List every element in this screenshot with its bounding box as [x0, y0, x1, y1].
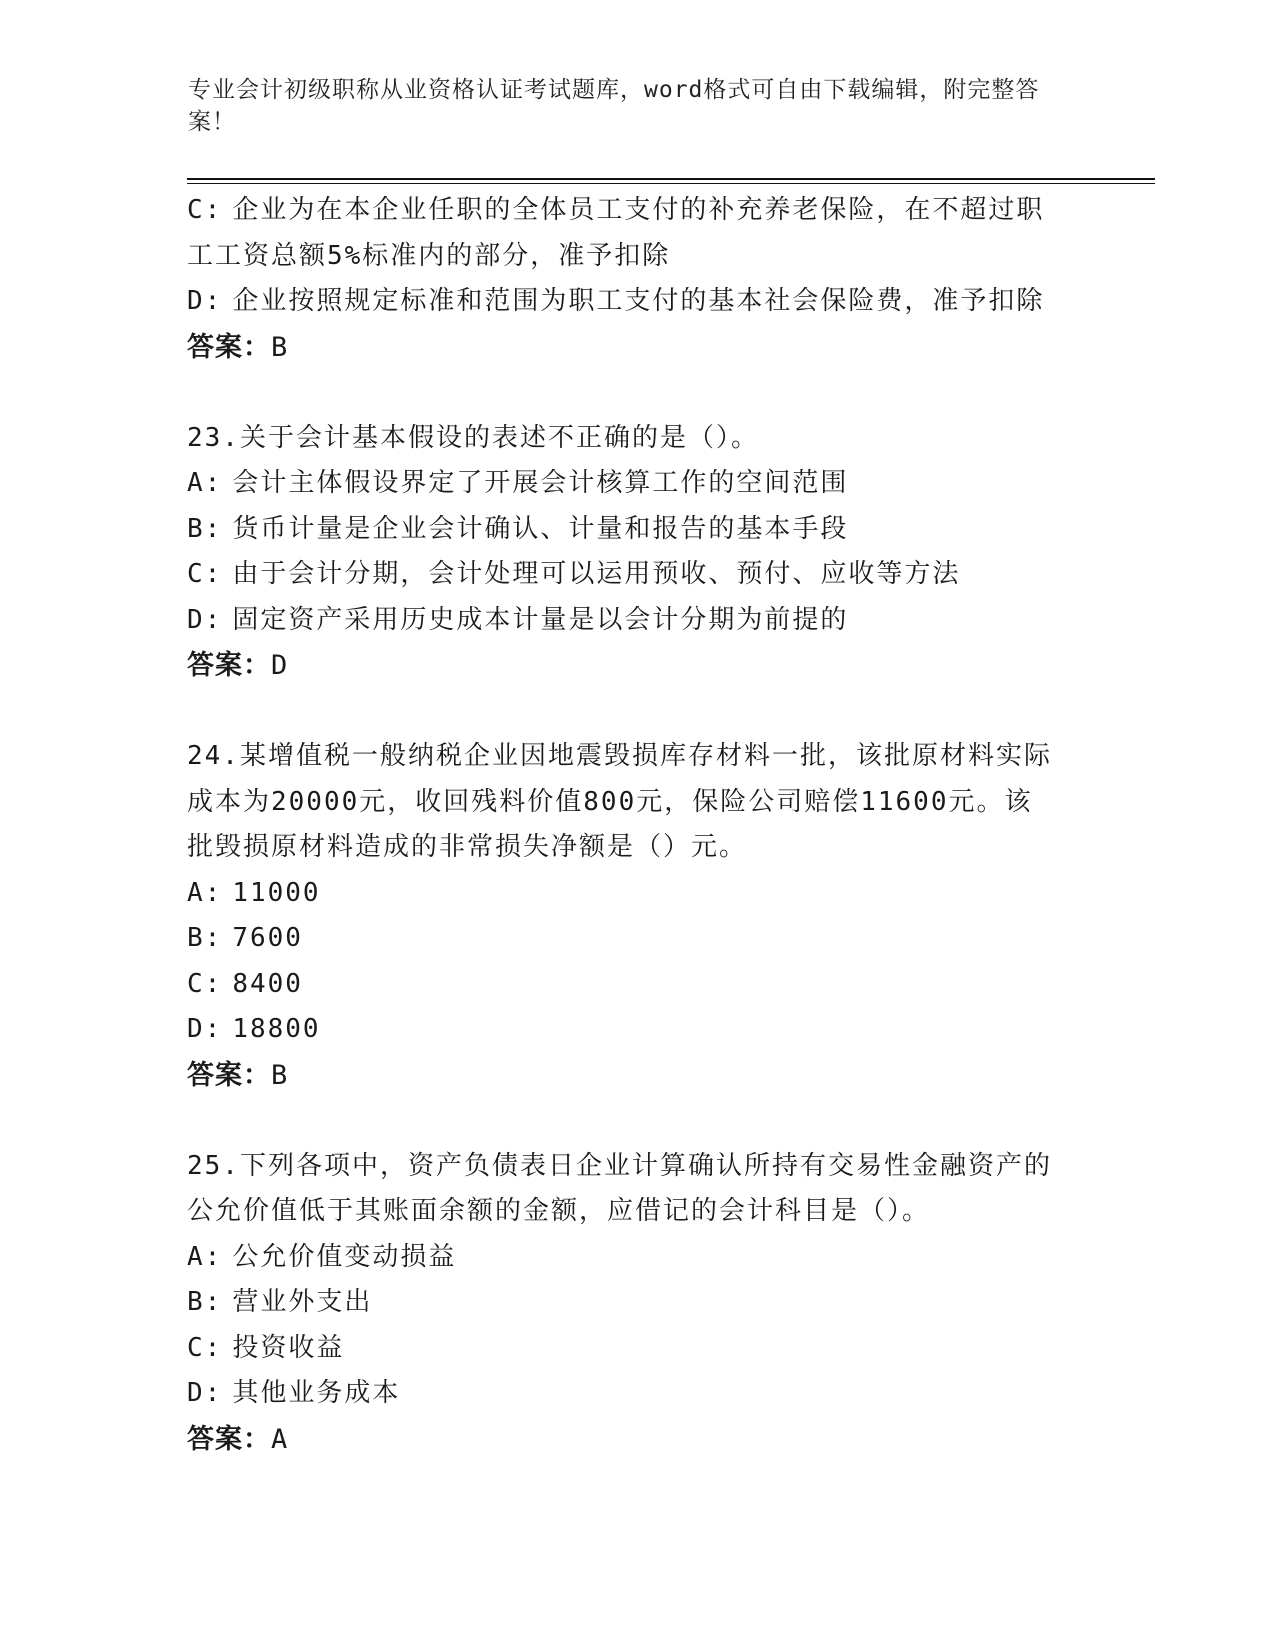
- answer-line: 答案：A: [187, 1423, 289, 1455]
- question-stem: 24.某增值税一般纳税企业因地震毁损库存材料一批，该批原材料实际: [187, 741, 1052, 771]
- question-stem-continued: 公允价值低于其账面余额的金额，应借记的会计科目是（）。: [187, 1196, 931, 1226]
- question-23: [187, 416, 1087, 689]
- header-rule-thin: [187, 183, 1155, 184]
- answer-value: A: [271, 1423, 289, 1455]
- option-c: C: 投资收益: [187, 1332, 345, 1363]
- answer-line: 答案：D: [187, 650, 289, 681]
- option-a: A: 公允价值变动损益: [187, 1241, 457, 1272]
- option-d: D: 企业按照规定标准和范围为职工支付的基本社会保险费，准予扣除: [187, 286, 1045, 316]
- option-a: A: 11000: [187, 877, 321, 908]
- question-list: [187, 188, 1087, 1462]
- option-b: B: 7600: [187, 923, 303, 953]
- continued-question: [187, 188, 1087, 370]
- option-d: D: 固定资产采用历史成本计量是以会计分期为前提的: [187, 604, 849, 635]
- header-rule-thick: [187, 178, 1155, 180]
- question-stem: 23.关于会计基本假设的表述不正确的是（）。: [187, 422, 759, 453]
- option-b: B: 营业外支出: [187, 1287, 373, 1317]
- option-b: B: 货币计量是企业会计确认、计量和报告的基本手段: [187, 513, 849, 544]
- answer-value: D: [271, 650, 289, 681]
- question-stem-continued: 成本为20000元，收回残料价值800元，保险公司赔偿11600元。该: [187, 786, 1033, 817]
- answer-value: B: [271, 1059, 289, 1091]
- question-25: [187, 1144, 1087, 1463]
- option-a: A: 会计主体假设界定了开展会计核算工作的空间范围: [187, 468, 849, 498]
- option-c-continued: 工工资总额5%标准内的部分，准予扣除: [187, 240, 671, 271]
- option-d: D: 18800: [187, 1014, 321, 1044]
- option-c: C: 企业为在本企业任职的全体员工支付的补充养老保险，在不超过职: [187, 195, 1045, 225]
- option-d: D: 其他业务成本: [187, 1378, 401, 1408]
- question-stem-continued: 批毁损原材料造成的非常损失净额是（）元。: [187, 832, 748, 862]
- answer-value: B: [271, 331, 289, 363]
- question-24: [187, 734, 1087, 1098]
- page-header: 专业会计初级职称从业资格认证考试题库，word格式可自由下载编辑，附完整答案！: [188, 77, 1040, 135]
- answer-line: 答案：B: [187, 331, 289, 363]
- option-c: C: 由于会计分期，会计处理可以运用预收、预付、应收等方法: [187, 559, 961, 589]
- answer-line: 答案：B: [187, 1059, 289, 1091]
- option-c: C: 8400: [187, 968, 303, 999]
- question-stem: 25.下列各项中，资产负债表日企业计算确认所持有交易性金融资产的: [187, 1150, 1052, 1181]
